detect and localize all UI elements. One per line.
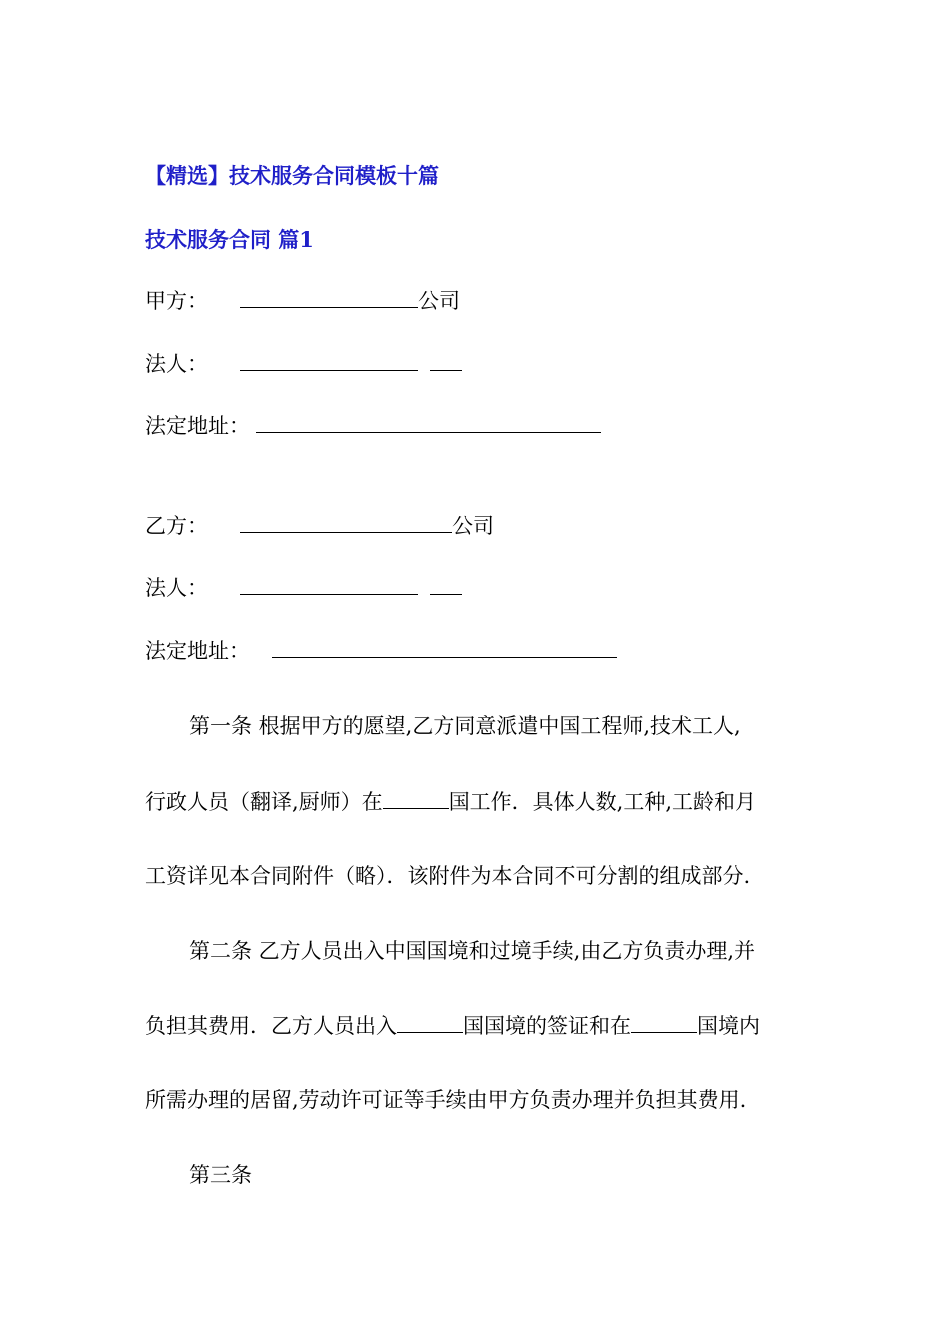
article-2-text-c: 国境内 — [697, 1014, 760, 1038]
party-a-address-blank — [256, 414, 601, 433]
party-b-address-blank — [272, 639, 617, 658]
party-a-address-label: 法定地址： — [145, 414, 250, 438]
party-b-legal-line — [145, 574, 462, 602]
article-2-line-2 — [145, 1012, 815, 1040]
article-2-line-3: 所需办理的居留,劳动许可证等手续由甲方负责办理并负担其费用. — [145, 1088, 747, 1112]
party-b-line — [145, 512, 494, 540]
party-b-legal-blank-2 — [430, 576, 462, 595]
contract-subtitle: 技术服务合同 篇1 — [145, 227, 314, 252]
article-1-text-b: 国工作．具体人数,工种,工龄和月 — [448, 790, 757, 814]
article-2-text-a: 负担其费用．乙方人员出入 — [145, 1014, 397, 1038]
party-b-address-label: 法定地址： — [145, 639, 250, 663]
article-1-line-2 — [145, 788, 815, 816]
party-a-legal-line — [145, 350, 462, 378]
party-a-line — [145, 287, 460, 315]
article-1-text-a: 行政人员（翻译,厨师）在 — [145, 790, 383, 814]
party-a-suffix: 公司 — [418, 289, 460, 313]
country-blank-3 — [631, 1014, 697, 1033]
party-a-address-line — [145, 412, 601, 440]
party-b-suffix: 公司 — [452, 514, 494, 538]
article-2-line-1: 第二条 乙方人员出入中国国境和过境手续,由乙方负责办理,并 — [189, 939, 756, 963]
article-3-line-1: 第三条 — [189, 1163, 252, 1187]
party-a-label: 甲方： — [145, 289, 208, 313]
party-a-legal-label: 法人： — [145, 352, 208, 376]
party-b-label: 乙方： — [145, 514, 208, 538]
document-title: 【精选】技术服务合同模板十篇 — [145, 163, 439, 188]
party-b-legal-blank — [240, 576, 418, 595]
party-a-blank — [240, 289, 418, 308]
party-b-legal-label: 法人： — [145, 576, 208, 600]
article-1-line-3: 工资详见本合同附件（略）．该附件为本合同不可分割的组成部分. — [145, 864, 751, 888]
party-b-blank — [240, 514, 452, 533]
party-a-legal-blank — [240, 352, 418, 371]
country-blank-1 — [383, 790, 449, 809]
party-a-legal-blank-2 — [430, 352, 462, 371]
article-2-text-b: 国国境的签证和在 — [463, 1014, 631, 1038]
article-1-line-1: 第一条 根据甲方的愿望,乙方同意派遣中国工程师,技术工人, — [189, 714, 741, 738]
party-b-address-line — [145, 637, 617, 665]
country-blank-2 — [397, 1014, 463, 1033]
